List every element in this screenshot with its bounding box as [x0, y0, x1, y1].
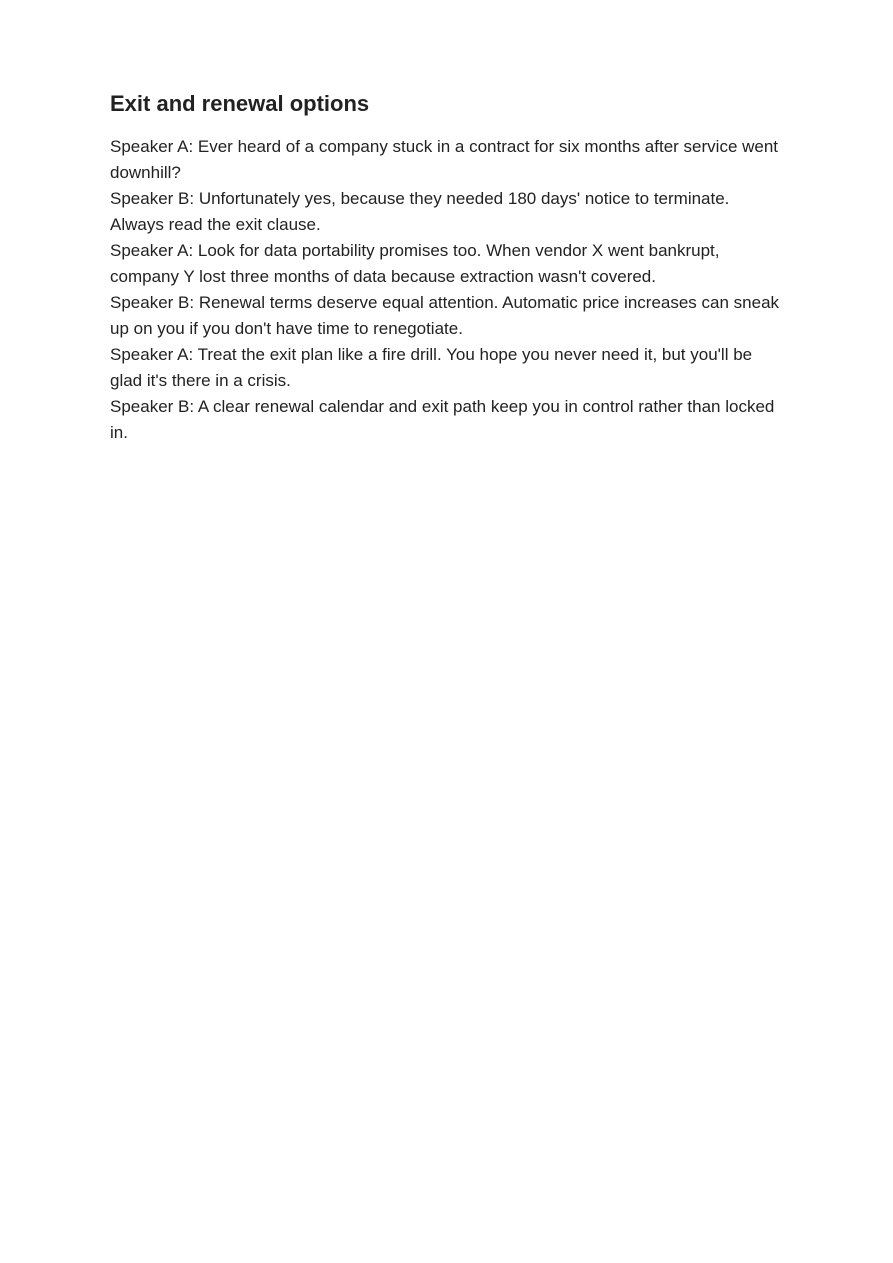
dialogue-line: Speaker B: A clear renewal calendar and exit path keep you in control rather than locked in.	[110, 397, 775, 442]
dialogue-transcript	[110, 134, 780, 446]
dialogue-line: Speaker A: Treat the exit plan like a fire drill. You hope you never need it, but you'll be glad it's there in a crisis.	[110, 345, 753, 390]
dialogue-line: Speaker B: Renewal terms deserve equal attention. Automatic price increases can sneak up on you if you don't have time to renegotiate.	[110, 293, 780, 338]
dialogue-line: Speaker A: Ever heard of a company stuck in a contract for six months after service went downhill?	[110, 137, 779, 182]
dialogue-line: Speaker A: Look for data portability promises too. When vendor X went bankrupt, company Y lost three months of data because extraction wasn't covered.	[110, 241, 720, 286]
document-page	[110, 88, 780, 446]
dialogue-line: Speaker B: Unfortunately yes, because they needed 180 days' notice to terminate. Always read the exit clause.	[110, 189, 730, 234]
document-title: Exit and renewal options	[110, 91, 370, 116]
